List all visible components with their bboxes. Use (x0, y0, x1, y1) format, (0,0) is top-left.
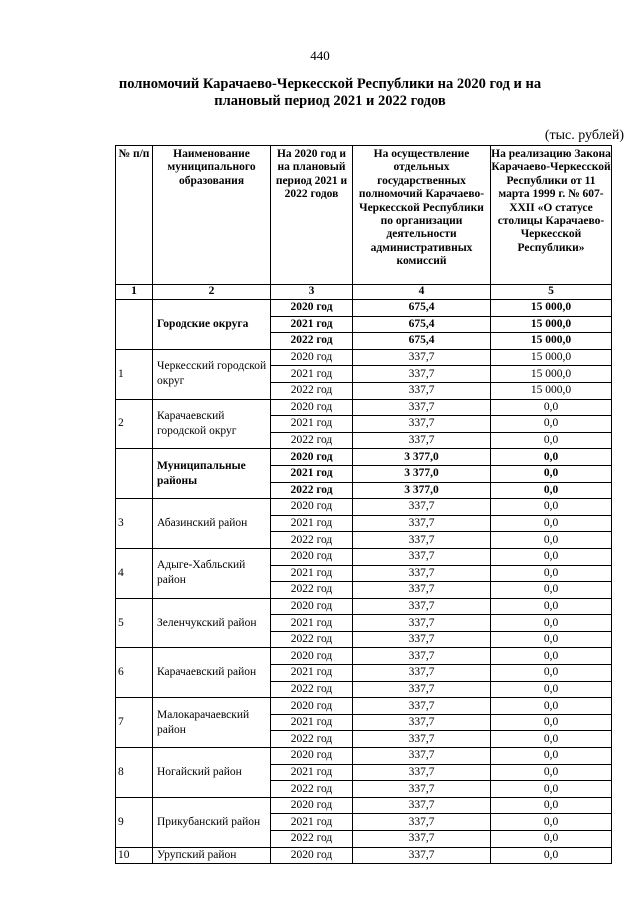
year-cell: 2021 год (271, 714, 353, 731)
municipality-name: Карачаевский городской округ (153, 399, 271, 449)
table-row (116, 449, 612, 466)
capital-status-value: 15 000,0 (491, 333, 612, 350)
table-row (116, 349, 612, 366)
table-body (116, 300, 612, 864)
capital-status-value: 0,0 (491, 831, 612, 848)
capital-status-value: 0,0 (491, 532, 612, 549)
column-number: 1 (116, 285, 153, 300)
municipality-name: Карачаевский район (153, 648, 271, 698)
admin-commissions-value: 337,7 (353, 416, 491, 433)
admin-commissions-value: 675,4 (353, 333, 491, 350)
year-cell: 2021 год (271, 814, 353, 831)
year-cell: 2020 год (271, 598, 353, 615)
capital-status-value: 0,0 (491, 582, 612, 599)
municipality-name: Муниципальные районы (153, 449, 271, 499)
year-cell: 2022 год (271, 731, 353, 748)
admin-commissions-value: 3 377,0 (353, 482, 491, 499)
year-cell: 2021 год (271, 764, 353, 781)
admin-commissions-value: 337,7 (353, 731, 491, 748)
admin-commissions-value: 337,7 (353, 499, 491, 516)
year-cell: 2022 год (271, 582, 353, 599)
capital-status-value: 0,0 (491, 731, 612, 748)
admin-commissions-value: 3 377,0 (353, 465, 491, 482)
admin-commissions-value: 337,7 (353, 748, 491, 765)
year-cell: 2020 год (271, 449, 353, 466)
admin-commissions-value: 337,7 (353, 582, 491, 599)
table-row (116, 698, 612, 715)
admin-commissions-value: 337,7 (353, 681, 491, 698)
capital-status-value: 0,0 (491, 631, 612, 648)
year-cell: 2021 год (271, 565, 353, 582)
capital-status-value: 0,0 (491, 681, 612, 698)
units-label: (тыс. рублей) (544, 128, 624, 143)
column-number: 3 (271, 285, 353, 300)
capital-status-value: 0,0 (491, 814, 612, 831)
capital-status-value: 15 000,0 (491, 300, 612, 317)
year-cell: 2021 год (271, 416, 353, 433)
year-cell: 2020 год (271, 349, 353, 366)
municipality-name: Адыге-Хабльский район (153, 548, 271, 598)
table-row (116, 399, 612, 416)
table-row (116, 797, 612, 814)
table-row (116, 499, 612, 516)
row-number: 3 (116, 499, 153, 549)
table-row (116, 548, 612, 565)
year-cell: 2022 год (271, 831, 353, 848)
capital-status-value: 15 000,0 (491, 366, 612, 383)
capital-status-value: 0,0 (491, 615, 612, 632)
row-number: 7 (116, 698, 153, 748)
year-cell: 2020 год (271, 499, 353, 516)
year-cell: 2021 год (271, 665, 353, 682)
municipality-name: Городские округа (153, 300, 271, 350)
municipality-name: Абазинский район (153, 499, 271, 549)
row-number: 8 (116, 748, 153, 798)
municipality-name: Ногайский район (153, 748, 271, 798)
capital-status-value: 0,0 (491, 399, 612, 416)
table-row (116, 748, 612, 765)
admin-commissions-value: 337,7 (353, 382, 491, 399)
admin-commissions-value: 337,7 (353, 781, 491, 798)
municipality-name: Прикубанский район (153, 797, 271, 847)
admin-commissions-value: 337,7 (353, 847, 491, 864)
municipality-name: Урупский район (153, 847, 271, 864)
capital-status-value: 0,0 (491, 482, 612, 499)
column-number-row (116, 285, 612, 300)
capital-status-value: 0,0 (491, 748, 612, 765)
year-cell: 2021 год (271, 465, 353, 482)
year-cell: 2021 год (271, 615, 353, 632)
year-cell: 2020 год (271, 698, 353, 715)
admin-commissions-value: 337,7 (353, 515, 491, 532)
capital-status-value: 0,0 (491, 598, 612, 615)
year-cell: 2020 год (271, 748, 353, 765)
capital-status-value: 0,0 (491, 565, 612, 582)
allocation-table (115, 145, 612, 864)
year-cell: 2021 год (271, 316, 353, 333)
capital-status-value: 0,0 (491, 548, 612, 565)
capital-status-value: 0,0 (491, 665, 612, 682)
row-number: 9 (116, 797, 153, 847)
year-cell: 2020 год (271, 300, 353, 317)
year-cell: 2021 год (271, 515, 353, 532)
capital-status-value: 15 000,0 (491, 316, 612, 333)
admin-commissions-value: 337,7 (353, 648, 491, 665)
capital-status-value: 0,0 (491, 499, 612, 516)
table-row (116, 648, 612, 665)
capital-status-value: 0,0 (491, 847, 612, 864)
header-capital-status: На реализацию Закона Карачаево-Черкесской Республики от 11 марта 1999 г. № 607-XXII «О статусе столицы Карачаево-Черкесской Республики» (491, 146, 612, 285)
municipality-name: Черкесский городской округ (153, 349, 271, 399)
row-number: 5 (116, 598, 153, 648)
admin-commissions-value: 337,7 (353, 598, 491, 615)
admin-commissions-value: 337,7 (353, 349, 491, 366)
column-number: 4 (353, 285, 491, 300)
admin-commissions-value: 337,7 (353, 814, 491, 831)
header-municipality: Наименование муниципального образования (153, 146, 271, 285)
table-row (116, 847, 612, 864)
column-number: 2 (153, 285, 271, 300)
admin-commissions-value: 337,7 (353, 432, 491, 449)
year-cell: 2022 год (271, 333, 353, 350)
admin-commissions-value: 337,7 (353, 532, 491, 549)
admin-commissions-value: 675,4 (353, 316, 491, 333)
admin-commissions-value: 337,7 (353, 698, 491, 715)
year-cell: 2020 год (271, 797, 353, 814)
year-cell: 2021 год (271, 366, 353, 383)
admin-commissions-value: 337,7 (353, 565, 491, 582)
admin-commissions-value: 337,7 (353, 764, 491, 781)
capital-status-value: 15 000,0 (491, 349, 612, 366)
capital-status-value: 0,0 (491, 416, 612, 433)
municipality-name: Малокарачаевский район (153, 698, 271, 748)
year-cell: 2022 год (271, 532, 353, 549)
admin-commissions-value: 337,7 (353, 714, 491, 731)
admin-commissions-value: 3 377,0 (353, 449, 491, 466)
row-number (116, 449, 153, 499)
admin-commissions-value: 337,7 (353, 831, 491, 848)
capital-status-value: 15 000,0 (491, 382, 612, 399)
document-title: полномочий Карачаево-Черкесской Республики на 2020 год и на плановый период 2021 и 2022 годов (118, 76, 542, 109)
capital-status-value: 0,0 (491, 781, 612, 798)
table-header-row (116, 146, 612, 285)
year-cell: 2022 год (271, 781, 353, 798)
municipality-name: Зеленчукский район (153, 598, 271, 648)
year-cell: 2020 год (271, 399, 353, 416)
admin-commissions-value: 337,7 (353, 797, 491, 814)
year-cell: 2020 год (271, 548, 353, 565)
admin-commissions-value: 337,7 (353, 631, 491, 648)
capital-status-value: 0,0 (491, 648, 612, 665)
header-number: № п/п (116, 146, 153, 285)
row-number (116, 300, 153, 350)
admin-commissions-value: 337,7 (353, 399, 491, 416)
page-number: 440 (310, 48, 330, 63)
year-cell: 2020 год (271, 847, 353, 864)
year-cell: 2022 год (271, 382, 353, 399)
capital-status-value: 0,0 (491, 714, 612, 731)
capital-status-value: 0,0 (491, 797, 612, 814)
year-cell: 2022 год (271, 482, 353, 499)
year-cell: 2022 год (271, 681, 353, 698)
capital-status-value: 0,0 (491, 449, 612, 466)
admin-commissions-value: 337,7 (353, 615, 491, 632)
capital-status-value: 0,0 (491, 465, 612, 482)
admin-commissions-value: 675,4 (353, 300, 491, 317)
year-cell: 2022 год (271, 631, 353, 648)
year-cell: 2020 год (271, 648, 353, 665)
table-row (116, 300, 612, 317)
capital-status-value: 0,0 (491, 515, 612, 532)
row-number: 2 (116, 399, 153, 449)
capital-status-value: 0,0 (491, 698, 612, 715)
year-cell: 2022 год (271, 432, 353, 449)
row-number: 1 (116, 349, 153, 399)
admin-commissions-value: 337,7 (353, 366, 491, 383)
header-admin-commissions: На осуществление отдельных государственных полномочий Карачаево-Черкесской Республики по организации деятельности административных комиссий (353, 146, 491, 285)
header-period: На 2020 год и на плановый период 2021 и 2022 годов (271, 146, 353, 285)
admin-commissions-value: 337,7 (353, 548, 491, 565)
admin-commissions-value: 337,7 (353, 665, 491, 682)
capital-status-value: 0,0 (491, 764, 612, 781)
row-number: 10 (116, 847, 153, 864)
capital-status-value: 0,0 (491, 432, 612, 449)
row-number: 4 (116, 548, 153, 598)
column-number: 5 (491, 285, 612, 300)
row-number: 6 (116, 648, 153, 698)
table-row (116, 598, 612, 615)
